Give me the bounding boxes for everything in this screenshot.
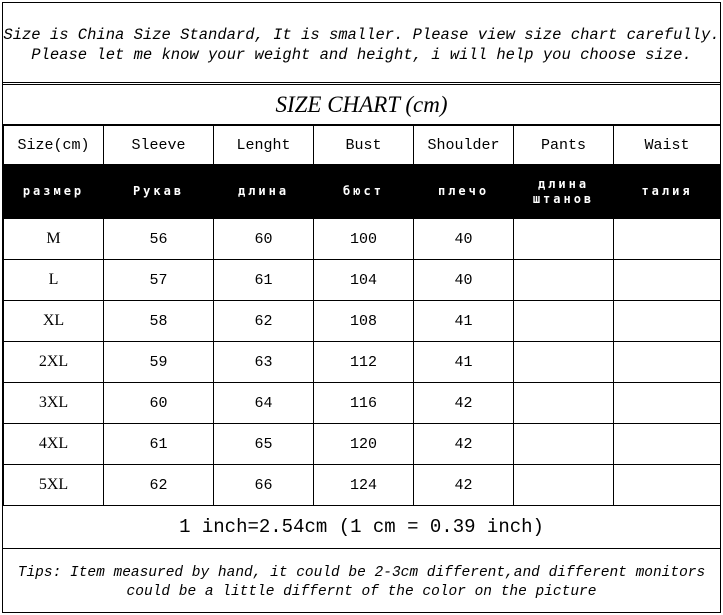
size-cell: L: [4, 260, 104, 301]
header-row: [4, 126, 721, 165]
header-length: Lenght: [214, 126, 314, 165]
size-cell: 5XL: [4, 465, 104, 506]
table-row: [4, 301, 721, 342]
waist-cell: [614, 424, 721, 465]
sleeve-cell: 58: [104, 301, 214, 342]
ru-header-shoulder: плечо: [414, 165, 514, 219]
measurement-tips: [3, 549, 720, 612]
ru-header-sleeve: Рукав: [104, 165, 214, 219]
length-cell: 66: [214, 465, 314, 506]
table-row: [4, 465, 721, 506]
shoulder-cell: 41: [414, 301, 514, 342]
sleeve-cell: 61: [104, 424, 214, 465]
size-chart-sheet: [2, 2, 721, 613]
length-cell: 63: [214, 342, 314, 383]
pants-cell: [514, 301, 614, 342]
ru-header-bust: бюст: [314, 165, 414, 219]
bust-cell: 124: [314, 465, 414, 506]
bust-cell: 120: [314, 424, 414, 465]
size-notice: [3, 3, 720, 83]
pants-cell: [514, 383, 614, 424]
shoulder-cell: 42: [414, 465, 514, 506]
table-row: [4, 219, 721, 260]
chart-title: SIZE CHART (cm): [3, 84, 720, 125]
waist-cell: [614, 260, 721, 301]
ru-header-size: размер: [4, 165, 104, 219]
size-cell: 3XL: [4, 383, 104, 424]
shoulder-cell: 42: [414, 383, 514, 424]
shoulder-cell: 40: [414, 260, 514, 301]
bust-cell: 108: [314, 301, 414, 342]
bust-cell: 100: [314, 219, 414, 260]
waist-cell: [614, 219, 721, 260]
waist-cell: [614, 301, 721, 342]
waist-cell: [614, 383, 721, 424]
header-sleeve: Sleeve: [104, 126, 214, 165]
size-cell: 2XL: [4, 342, 104, 383]
shoulder-cell: 40: [414, 219, 514, 260]
waist-cell: [614, 342, 721, 383]
sleeve-cell: 59: [104, 342, 214, 383]
header-shoulder: Shoulder: [414, 126, 514, 165]
table-row: [4, 424, 721, 465]
sleeve-cell: 60: [104, 383, 214, 424]
size-table: [3, 125, 721, 506]
table-row: [4, 260, 721, 301]
length-cell: 60: [214, 219, 314, 260]
shoulder-cell: 42: [414, 424, 514, 465]
bust-cell: 112: [314, 342, 414, 383]
ru-header-length: длина: [214, 165, 314, 219]
pants-cell: [514, 260, 614, 301]
header-size: Size(cm): [4, 126, 104, 165]
tips-line-2: could be a little differnt of the color on the picture: [126, 584, 597, 600]
header-waist: Waist: [614, 126, 721, 165]
length-cell: 65: [214, 424, 314, 465]
unit-conversion: 1 inch=2.54cm (1 cm = 0.39 inch): [3, 506, 720, 549]
size-cell: M: [4, 219, 104, 260]
notice-line-2: Please let me know your weight and height, i will help you choose size.: [31, 46, 692, 64]
header-pants: Pants: [514, 126, 614, 165]
russian-header-row: [4, 165, 721, 219]
length-cell: 62: [214, 301, 314, 342]
pants-cell: [514, 342, 614, 383]
tips-line-1: Tips: Item measured by hand, it could be 2-3cm different,and different monitors: [17, 565, 706, 581]
pants-cell: [514, 465, 614, 506]
size-cell: XL: [4, 301, 104, 342]
table-row: [4, 383, 721, 424]
bust-cell: 104: [314, 260, 414, 301]
length-cell: 64: [214, 383, 314, 424]
shoulder-cell: 41: [414, 342, 514, 383]
notice-line-1: Size is China Size Standard, It is smaller. Please view size chart carefully.: [3, 26, 720, 44]
ru-header-pants: длина штанов: [514, 165, 614, 219]
waist-cell: [614, 465, 721, 506]
ru-header-waist: талия: [614, 165, 721, 219]
sleeve-cell: 56: [104, 219, 214, 260]
sleeve-cell: 62: [104, 465, 214, 506]
table-row: [4, 342, 721, 383]
header-bust: Bust: [314, 126, 414, 165]
length-cell: 61: [214, 260, 314, 301]
sleeve-cell: 57: [104, 260, 214, 301]
pants-cell: [514, 219, 614, 260]
pants-cell: [514, 424, 614, 465]
bust-cell: 116: [314, 383, 414, 424]
size-cell: 4XL: [4, 424, 104, 465]
